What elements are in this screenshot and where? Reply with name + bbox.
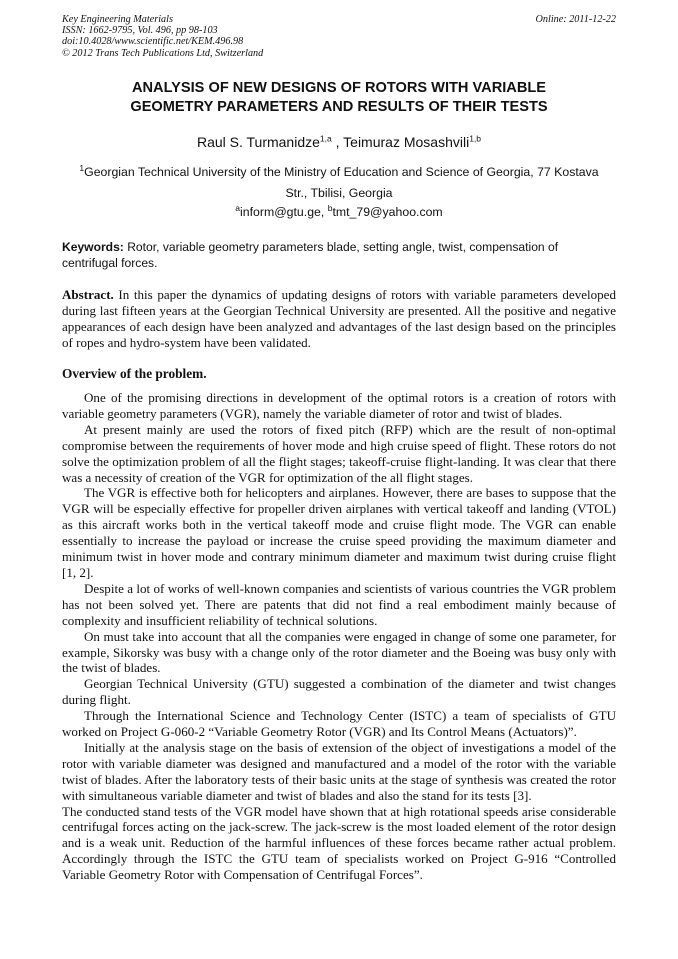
affiliation-line-2: Str., Tbilisi, Georgia <box>285 186 393 200</box>
author-separator: , <box>331 134 344 150</box>
paragraph: Despite a lot of works of well-known companies and scientists of various countries the VGR problem has not been solved yet. There are patents that did not find a real embodiment mainly because of complexity and insufficient reliability of technical solutions. <box>62 580 616 628</box>
email-separator: , <box>320 205 328 219</box>
section-heading: Overview of the problem. <box>62 366 207 381</box>
email-b: tmt_79@yahoo.com <box>332 205 443 219</box>
affiliation-marker: 1 <box>79 162 85 173</box>
keywords-text: Rotor, variable geometry parameters blade, setting angle, twist, compensation of centrifugal forces. <box>62 240 559 270</box>
paragraph: On must take into account that all the companies were engaged in change of some one parameter, for example, Sikorsky was busy with a change only of the rotor diameter and the Boeing was busy only with the twist of blades. <box>62 628 616 676</box>
abstract-text: In this paper the dynamics of updating designs of rotors with variable parameters developed during last fifteen years at the Georgian Technical University are presented. All the positive and negative appearances of each design have been analyzed and advantages of the last design based on the principles of ropes and hydro-system have been validated. <box>62 287 616 350</box>
email-b-marker: b <box>327 202 333 213</box>
author-1: Raul S. Turmanidze <box>196 134 320 150</box>
journal-name: Key Engineering Materials <box>62 14 173 25</box>
author-1-affiliation: 1,a <box>319 133 332 144</box>
paragraph: At present mainly are used the rotors of fixed pitch (RFP) which are the result of non-optimal compromise between the requirements of hover mode and high cruise speed of flight. These rotors do not solve the optimization problem of all the flight stages; takeoff-cruise flight-landing. It was clear that there was a necessity of creation of the VGR for optimization of the all flight stages. <box>62 421 616 485</box>
abstract <box>62 287 616 351</box>
section-body <box>62 390 616 883</box>
email-a-marker: a <box>235 202 241 213</box>
paragraph: The conducted stand tests of the VGR model have shown that at high rotational speeds arise considerable centrifugal forces acting on the jack-screw. The jack-screw is the most loaded element of the rotor design and is a weak unit. Reduction of the harmful influences of these forces became rather actual problem. Accordingly through the ISTC the GTU team of specialists worked on Project G-916 “Controlled Variable Geometry Rotor with Compensation of Centrifugal Forces”. <box>62 803 616 883</box>
paragraph: The VGR is effective both for helicopters and airplanes. However, there are bases to suppose that the VGR will be especially effective for propeller driven airplanes with vertical takeoff and landing (VTOL) as this aircraft works both in the vertical takeoff mode and cruise flight mode. The VGR can enable essentially to increase the payload or increase the cruise speed providing the maximum diameter and minimum twist in hover mode and contrary minimum diameter and maximum twist during cruise flight [1, 2]. <box>62 485 616 580</box>
keywords <box>62 240 616 271</box>
journal-issn: ISSN: 1662-9795, Vol. 496, pp 98-103 <box>62 25 218 37</box>
author-2-affiliation: 1,b <box>469 133 482 144</box>
journal-copyright: © 2012 Trans Tech Publications Ltd, Switzerland <box>62 47 264 59</box>
paragraph: Georgian Technical University (GTU) suggested a combination of the diameter and twist changes during flight. <box>62 676 616 708</box>
author-emails <box>62 202 616 220</box>
affiliation-line-1: Georgian Technical University of the Ministry of Education and Science of Georgia, 77 Kostava <box>84 165 599 179</box>
author-2: Teimuraz Mosashvili <box>343 134 470 150</box>
journal-doi: doi:10.4028/www.scientific.net/KEM.496.98 <box>62 36 244 48</box>
affiliation <box>62 162 616 204</box>
title-line-1: ANALYSIS OF NEW DESIGNS OF ROTORS WITH VARIABLE <box>131 80 547 96</box>
keywords-label: Keywords: <box>62 240 124 254</box>
paragraph: Through the International Science and Technology Center (ISTC) a team of specialists of GTU worked on Project G-060-2 “Variable Geometry Rotor (VGR) and Its Control Means (Actuators)”. <box>62 708 616 740</box>
author-list <box>62 134 616 151</box>
paragraph: One of the promising directions in development of the optimal rotors is a creation of rotors with variable geometry parameters (VGR), namely the variable diameter of rotor and twist of blades. <box>62 390 616 421</box>
paragraph: Initially at the analysis stage on the basis of extension of the object of investigations a model of the rotor with variable diameter was designed and manufactured and a model of the rotor with the variable twist of blades. After the laboratory tests of their basic units at the stage of synthesis was created the rotor with simultaneous variable diameter and twist of blades and also the stand for its tests [3]. <box>62 739 616 803</box>
paper-title <box>62 79 616 117</box>
online-date: Online: 2011-12-22 <box>535 14 616 25</box>
email-a: inform@gtu.ge <box>240 205 321 219</box>
journal-header <box>62 14 616 59</box>
abstract-label: Abstract. <box>62 287 114 302</box>
title-line-2: GEOMETRY PARAMETERS AND RESULTS OF THEIR TESTS <box>130 99 548 115</box>
